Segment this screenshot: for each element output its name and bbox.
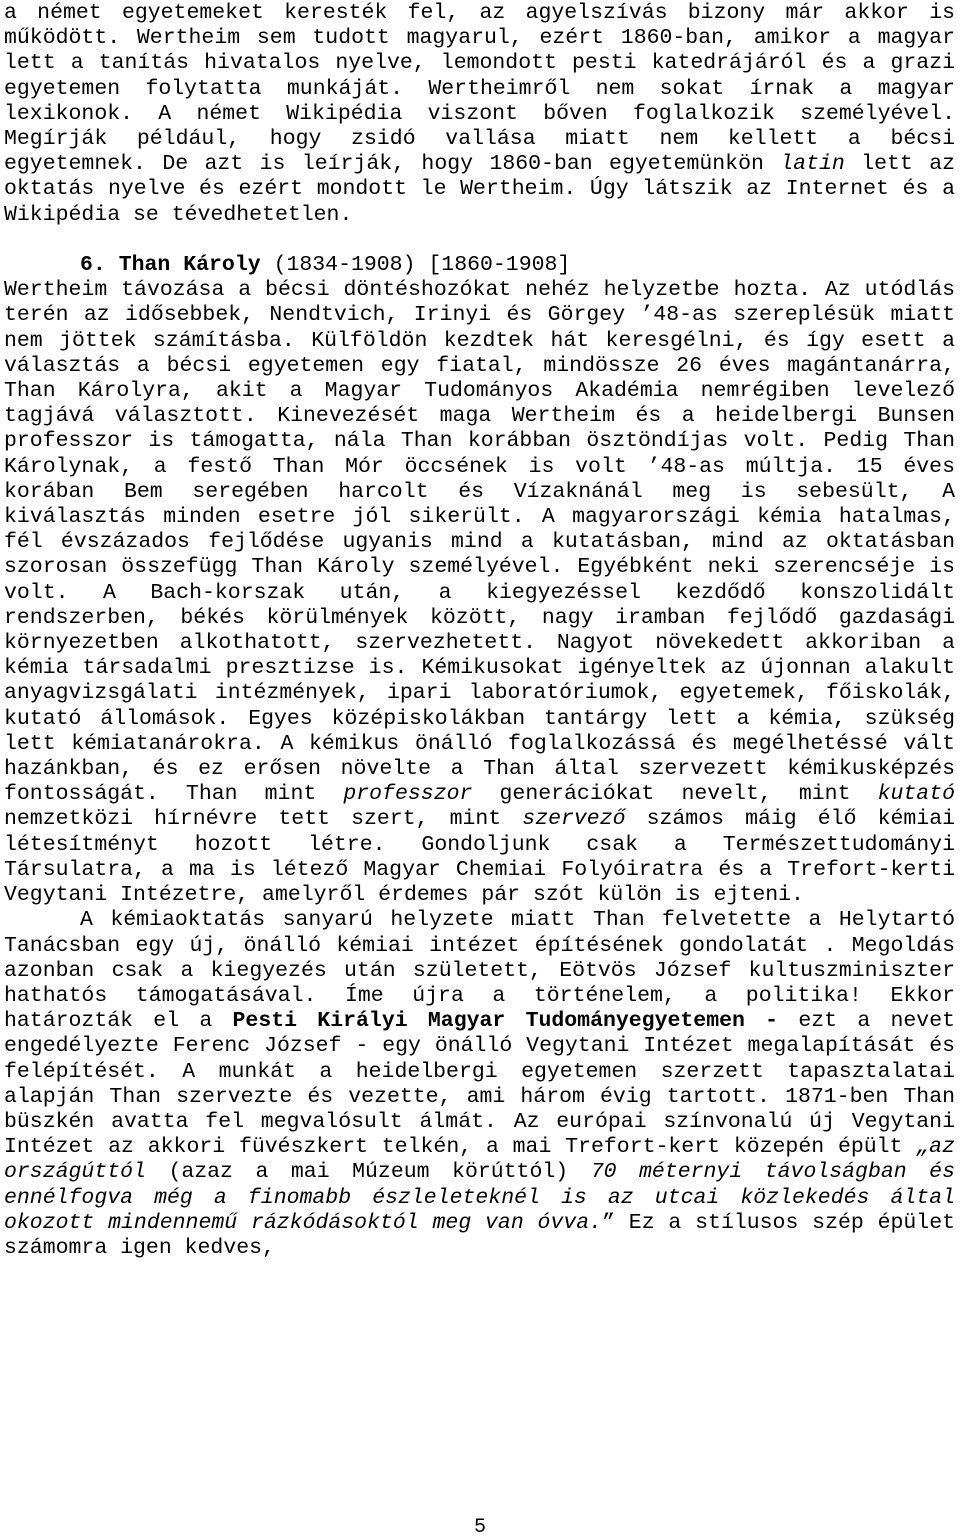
paragraph-text: Wertheim távozása a bécsi döntéshozókat nehéz helyzetbe hozta. Az utódlás terén az idősebbek, Nendtvich, Irinyi és Görgey ’48-as szereplésük miatt nem jöttek számításba. Külföldön kezdtek hát keresgélni, és így esett a választás a bécsi egyetemen egy fiatal, mindössze 26 éves magántanárra, Than Károlyra, akit a Magyar Tudományos Akadémia nemrégiben levelező tagjává választott. Kinevezését maga Wertheim és a heidelbergi Bunsen professzor is támogatta, nála Than korábban ösztöndíjas volt. Pedig Than Károlynak, a festő Than Mór öccsének is volt ’48-as múltja. 15 éves korában Bem seregében harcolt és Vízaknánál meg is sebesült, A kiválasztás minden esetre jól sikerült. A magyarországi kémia hatalmas, fél évszázados fejlődése ugyanis mind a kutatásban, mind az oktatásban szorosan összefügg Than Károly személyével. Egyébként neki szerencséje is volt. A Bach-korszak után, a kiegyezéssel kezdődő konszolidált rendszerben, békés körülmények között, nagy iramban fejlődő gazdasági környezetben alkothatott, szervezhetett. Nagyot növekedett akkoriban a kémia társadalmi presztizse is. Kémikusokat igényeltek az újonnan alakult anyagvizsgálati intézmények, ipari laboratóriumok, egyetemek, főiskolák, kutató állomások. Egyes középiskolákban tantárgy lett a kémia, szükség lett kémiatanárokra. A kémikus önálló foglalkozássá és megélhetéssé vált hazánkban, és ez erősen növelte a Than által szervezett kémikusképzés fontosságát. Than mint [4,278,955,807]
paragraph-text: (azaz a mai Múzeum körúttól) [145,1160,591,1185]
italic-quote-body: 70 méternyi távolságban és ennélfogva még a finomabb észleleteknél is az utcai közlekedés által okozott mindennemű rázkódásoktól meg van óvva. [4,1160,955,1235]
italic-szervezo: szervező [522,807,626,832]
paragraph-text: generációkat nevelt, mint [472,782,878,807]
paragraph-text: A kémiaoktatás sanyarú helyzete miatt Than felvetette a Helytartó Tanácsban egy új, önálló kémiai intézet építésének gondolatát . Megoldás azonban csak a kiegyezés után született, Eötvös József kultuszminiszter hathatós támogatásával. Íme újra a történelem, a politika! Ekkor határozták el a [4,908,955,1034]
italic-latin: latin [780,152,845,177]
italic-kutato: kutató [877,782,956,807]
section-name: Than Károly [118,253,261,278]
section-heading [4,253,955,278]
paragraph-vegytani-intezet [4,908,955,1261]
section-years: (1834-1908) [1860-1908] [273,253,571,278]
paragraph-wertheim [4,0,955,228]
section-number: 6. [80,253,106,278]
document-page [4,0,955,1537]
paragraph-text: lett az oktatás nyelve és ezért mondott le Wertheim. Úgy látszik az Internet és a Wikipédia se tévedhetetlen. [4,152,956,227]
paragraph-text: nemzetközi hírnévre tett szert, mint [4,807,523,832]
paragraph-text: a német egyetemeket keresték fel, az agyelszívás bizony már akkor is működött. Wertheim sem tudott magyarul, ezért 1860-ban, amikor a magyar lett a tanítás hivatalos nyelve, lemondott pesti katedrájáról és a grazi egyetemen folytatta munkáját. Wertheimről nem sokat írnak a magyar lexikonok. A német Wikipédia viszont bőven foglalkozik személyével. Megírják például, hogy zsidó vallása miatt nem kellett a bécsi egyetemnek. De azt is leírják, hogy 1860-ban egyetemünkön [4,1,955,177]
italic-professzor: professzor [343,782,473,807]
italic-quote-start: „az országúttól [4,1135,955,1185]
paragraph-text: ezt a nevet engedélyezte Ferenc József - egy önálló Vegytani Intézet megalapítását és felépítését. A munkát a heidelbergi egyetemen szerzett tapasztalatai alapján Than szervezte és vezette, ami három évig tartott. 1871-ben Than büszkén avatta fel megvalósult álmát. Az európai színvonalú új Vegytani Intézet az akkori füvészkert telkén, a mai Trefort-kert közepén épült [4,1009,955,1160]
paragraph-than [4,278,955,908]
bold-university-name: Pesti Királyi Magyar Tudományegyetemen - [232,1009,779,1034]
paragraph-text: számos máig élő kémiai létesítményt hozott létre. Gondoljunk csak a Természettudományi Társulatra, a ma is létező Magyar Chemiai Folyóiratra és a Trefort-kerti Vegytani Intézetre, amelyről érdemes pár szót külön is ejteni. [4,807,955,908]
paragraph-text: ” Ez a stílusos szép épület számomra igen kedves, [4,1210,956,1260]
page-number: 5 [473,1516,486,1539]
